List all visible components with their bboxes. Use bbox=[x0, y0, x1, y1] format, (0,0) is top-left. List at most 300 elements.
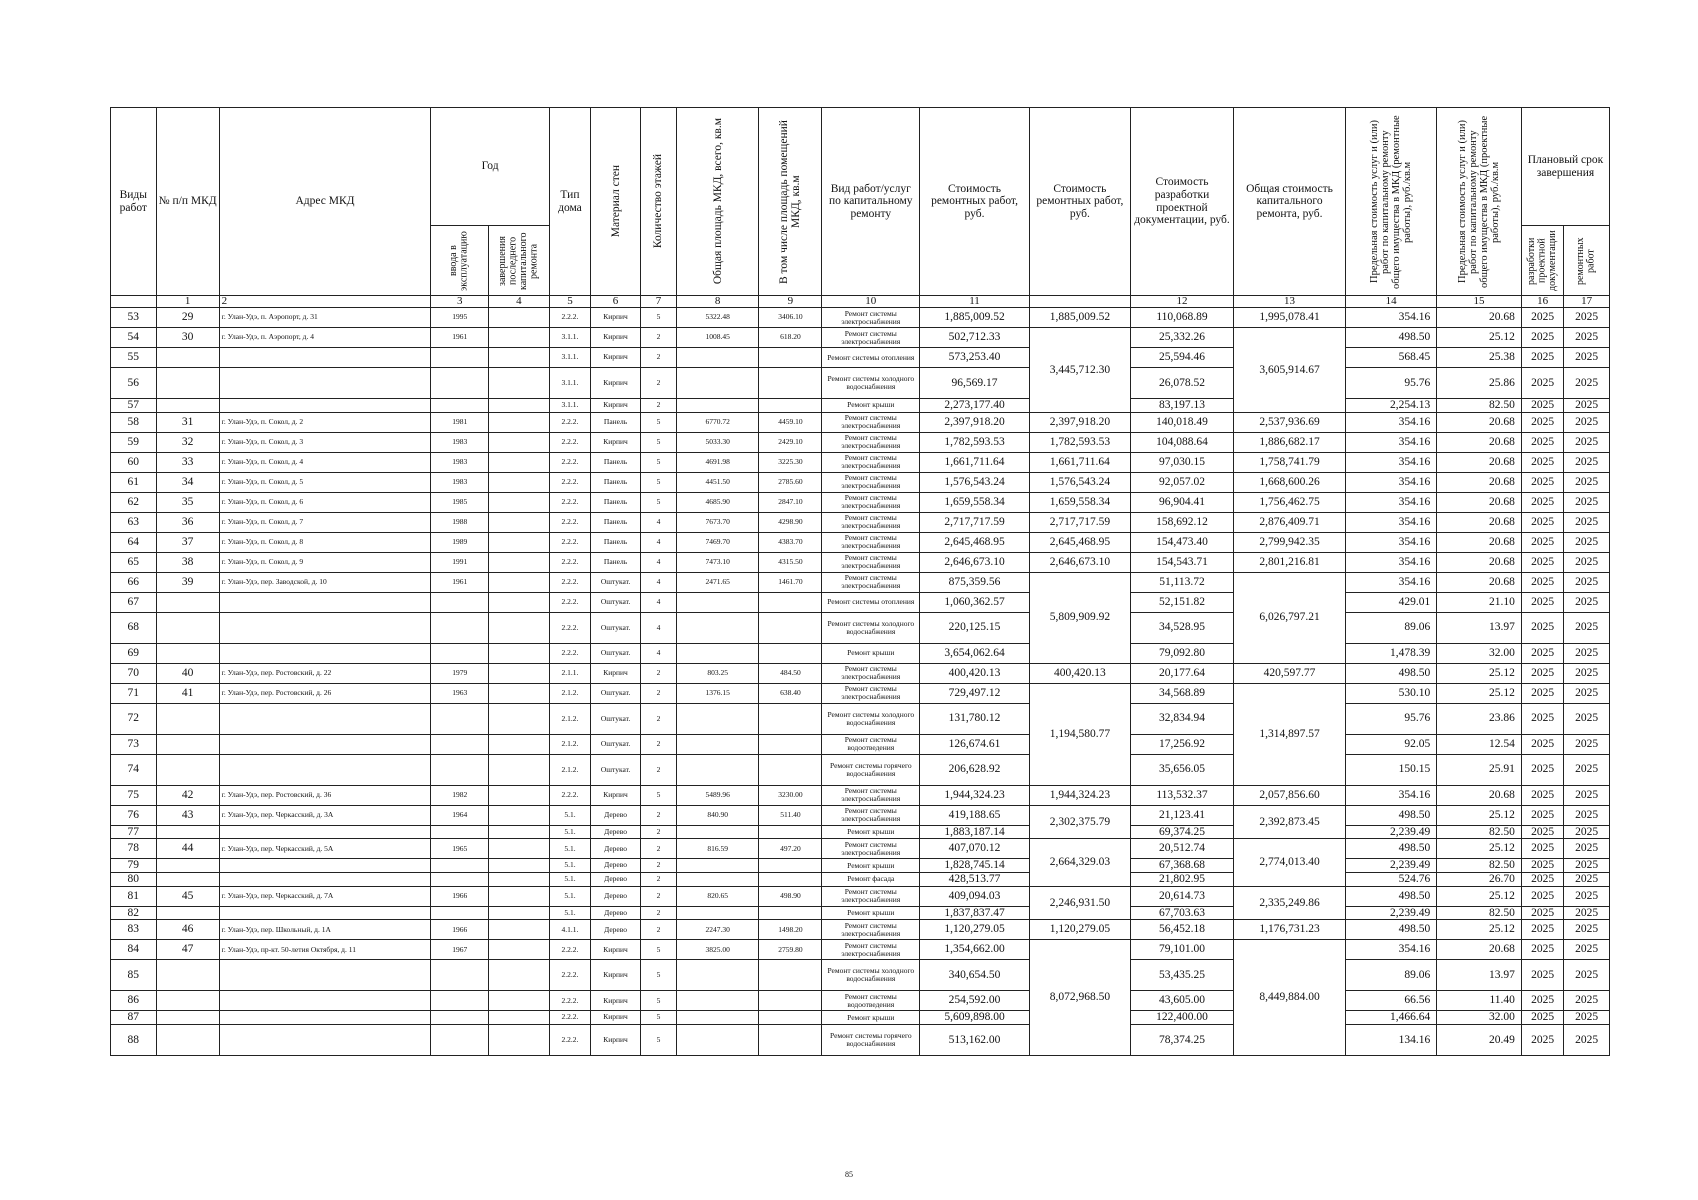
capital-repair-table bbox=[110, 107, 1610, 1056]
design-cost-cell: 20,177.64 bbox=[1130, 663, 1233, 683]
year-built-cell bbox=[431, 348, 489, 368]
table-row bbox=[111, 872, 1610, 886]
row-number: 80 bbox=[111, 872, 157, 886]
year-last-repair-cell bbox=[488, 552, 549, 572]
work-type-cell: Ремонт системы отопления bbox=[822, 592, 920, 612]
limit-design-cell: 13.97 bbox=[1437, 612, 1522, 643]
design-cost-cell: 154,543.71 bbox=[1130, 552, 1233, 572]
table-row bbox=[111, 839, 1610, 859]
header-npp: № п/п МКД bbox=[156, 108, 219, 296]
table-row bbox=[111, 785, 1610, 805]
header-srok-razr bbox=[1521, 226, 1563, 296]
mkd-number bbox=[156, 754, 219, 785]
limit-design-cell: 25.91 bbox=[1437, 754, 1522, 785]
floors-cell: 2 bbox=[641, 839, 677, 859]
table-row bbox=[111, 399, 1610, 413]
deadline-design-cell: 2025 bbox=[1521, 703, 1563, 734]
table-row bbox=[111, 592, 1610, 612]
work-type-cell: Ремонт системы электроснабжения bbox=[822, 452, 920, 472]
table-row bbox=[111, 328, 1610, 348]
house-type-cell: 2.1.2. bbox=[549, 734, 590, 754]
limit-repair-cell: 498.50 bbox=[1345, 886, 1436, 906]
repair-cost-cell: 126,674.61 bbox=[920, 734, 1030, 754]
wall-material-cell: Панель bbox=[591, 532, 641, 552]
total-area-cell: 7473.10 bbox=[676, 552, 759, 572]
floors-cell: 5 bbox=[641, 412, 677, 432]
mkd-number: 37 bbox=[156, 532, 219, 552]
deadline-design-cell: 2025 bbox=[1521, 328, 1563, 348]
year-last-repair-cell bbox=[488, 906, 549, 920]
premises-area-cell bbox=[759, 872, 822, 886]
floors-cell: 5 bbox=[641, 452, 677, 472]
wall-material-cell: Кирпич bbox=[591, 663, 641, 683]
work-type-cell: Ремонт системы электроснабжения bbox=[822, 308, 920, 328]
premises-area-cell bbox=[759, 703, 822, 734]
wall-material-cell: Оштукат. bbox=[591, 592, 641, 612]
address-cell bbox=[219, 703, 431, 734]
year-last-repair-cell bbox=[488, 432, 549, 452]
premises-area-cell: 3230.00 bbox=[759, 785, 822, 805]
year-built-cell: 1983 bbox=[431, 452, 489, 472]
work-type-cell: Ремонт системы электроснабжения bbox=[822, 432, 920, 452]
limit-repair-cell: 2,239.49 bbox=[1345, 906, 1436, 920]
deadline-repair-cell: 2025 bbox=[1564, 348, 1610, 368]
premises-area-cell bbox=[759, 859, 822, 873]
address-cell: г. Улан-Удэ, пер. Черкасский, д. 5А bbox=[219, 839, 431, 859]
limit-repair-cell: 530.10 bbox=[1345, 683, 1436, 703]
total-area-cell: 803.25 bbox=[676, 663, 759, 683]
limit-design-cell: 12.54 bbox=[1437, 734, 1522, 754]
floors-cell: 5 bbox=[641, 432, 677, 452]
column-number: 16 bbox=[1521, 296, 1563, 308]
row-number: 58 bbox=[111, 412, 157, 432]
address-cell bbox=[219, 612, 431, 643]
house-type-cell: 3.1.1. bbox=[549, 399, 590, 413]
year-last-repair-cell bbox=[488, 839, 549, 859]
total-area-cell: 5489.96 bbox=[676, 785, 759, 805]
house-type-cell: 2.2.2. bbox=[549, 532, 590, 552]
house-type-cell: 2.2.2. bbox=[549, 612, 590, 643]
floors-cell: 5 bbox=[641, 308, 677, 328]
limit-repair-cell: 568.45 bbox=[1345, 348, 1436, 368]
deadline-design-cell: 2025 bbox=[1521, 920, 1563, 940]
deadline-repair-cell: 2025 bbox=[1564, 492, 1610, 512]
deadline-design-cell: 2025 bbox=[1521, 532, 1563, 552]
year-built-cell: 1982 bbox=[431, 785, 489, 805]
total-area-cell bbox=[676, 1024, 759, 1055]
limit-repair-cell: 498.50 bbox=[1345, 920, 1436, 940]
repair-cost-cell: 729,497.12 bbox=[920, 683, 1030, 703]
table-row bbox=[111, 734, 1610, 754]
year-built-cell: 1964 bbox=[431, 805, 489, 825]
limit-design-cell: 82.50 bbox=[1437, 825, 1522, 839]
repair-cost-cell: 2,717,717.59 bbox=[920, 512, 1030, 532]
year-last-repair-cell bbox=[488, 532, 549, 552]
deadline-repair-cell: 2025 bbox=[1564, 592, 1610, 612]
table-row bbox=[111, 348, 1610, 368]
year-built-cell: 1963 bbox=[431, 683, 489, 703]
repair-cost-total-cell: 2,664,329.03 bbox=[1029, 839, 1130, 886]
year-built-cell: 1961 bbox=[431, 328, 489, 348]
table-row bbox=[111, 432, 1610, 452]
floors-cell: 2 bbox=[641, 348, 677, 368]
header-srok-rem bbox=[1564, 226, 1610, 296]
header-srok: Плановый срок завершения bbox=[1521, 108, 1609, 226]
repair-cost-cell: 1,659,558.34 bbox=[920, 492, 1030, 512]
header-st-obsh: Общая стоимость капитального ремонта, руб. bbox=[1234, 108, 1346, 296]
repair-cost-cell: 254,592.00 bbox=[920, 991, 1030, 1011]
deadline-design-cell: 2025 bbox=[1521, 785, 1563, 805]
mkd-number: 47 bbox=[156, 940, 219, 960]
wall-material-cell: Кирпич bbox=[591, 940, 641, 960]
house-type-cell: 5.1. bbox=[549, 886, 590, 906]
deadline-repair-cell: 2025 bbox=[1564, 412, 1610, 432]
year-last-repair-cell bbox=[488, 452, 549, 472]
repair-cost-cell: 407,070.12 bbox=[920, 839, 1030, 859]
year-last-repair-cell bbox=[488, 683, 549, 703]
year-last-repair-cell bbox=[488, 920, 549, 940]
total-area-cell: 4685.90 bbox=[676, 492, 759, 512]
table-row bbox=[111, 572, 1610, 592]
limit-repair-cell: 498.50 bbox=[1345, 839, 1436, 859]
year-last-repair-cell bbox=[488, 872, 549, 886]
year-last-repair-cell bbox=[488, 785, 549, 805]
wall-material-cell: Кирпич bbox=[591, 960, 641, 991]
work-type-cell: Ремонт системы водоотведения bbox=[822, 734, 920, 754]
address-cell: г. Улан-Удэ, п. Сокол, д. 3 bbox=[219, 432, 431, 452]
repair-cost-total-cell: 1,782,593.53 bbox=[1029, 432, 1130, 452]
year-built-cell bbox=[431, 1011, 489, 1025]
deadline-design-cell: 2025 bbox=[1521, 991, 1563, 1011]
limit-repair-cell: 354.16 bbox=[1345, 785, 1436, 805]
mkd-number: 35 bbox=[156, 492, 219, 512]
limit-design-cell: 20.68 bbox=[1437, 432, 1522, 452]
design-cost-cell: 25,594.46 bbox=[1130, 348, 1233, 368]
column-number: 10 bbox=[822, 296, 920, 308]
year-built-cell bbox=[431, 703, 489, 734]
premises-area-cell: 4459.10 bbox=[759, 412, 822, 432]
wall-material-cell: Дерево bbox=[591, 805, 641, 825]
total-cost-cell: 2,876,409.71 bbox=[1234, 512, 1346, 532]
repair-cost-total-cell: 2,246,931.50 bbox=[1029, 886, 1130, 920]
floors-cell: 5 bbox=[641, 960, 677, 991]
repair-cost-total-cell: 2,646,673.10 bbox=[1029, 552, 1130, 572]
deadline-design-cell: 2025 bbox=[1521, 512, 1563, 532]
house-type-cell: 2.2.2. bbox=[549, 643, 590, 663]
work-type-cell: Ремонт системы электроснабжения bbox=[822, 805, 920, 825]
deadline-design-cell: 2025 bbox=[1521, 663, 1563, 683]
mkd-number: 46 bbox=[156, 920, 219, 940]
column-number-row bbox=[111, 296, 1610, 308]
address-cell bbox=[219, 859, 431, 873]
row-number: 68 bbox=[111, 612, 157, 643]
address-cell bbox=[219, 734, 431, 754]
repair-cost-cell: 1,576,543.24 bbox=[920, 472, 1030, 492]
repair-cost-cell: 1,120,279.05 bbox=[920, 920, 1030, 940]
year-built-cell bbox=[431, 960, 489, 991]
year-last-repair-cell bbox=[488, 399, 549, 413]
wall-material-cell: Кирпич bbox=[591, 368, 641, 399]
row-number: 73 bbox=[111, 734, 157, 754]
repair-cost-total-cell: 8,072,968.50 bbox=[1029, 940, 1130, 1056]
header-god-zav bbox=[488, 226, 549, 296]
total-area-cell bbox=[676, 859, 759, 873]
work-type-cell: Ремонт системы электроснабжения bbox=[822, 328, 920, 348]
header-mat-text: Материал стен bbox=[609, 165, 622, 238]
address-cell: г. Улан-Удэ, пер. Черкасский, д. 7А bbox=[219, 886, 431, 906]
floors-cell: 2 bbox=[641, 872, 677, 886]
deadline-design-cell: 2025 bbox=[1521, 886, 1563, 906]
repair-cost-total-cell: 2,397,918.20 bbox=[1029, 412, 1130, 432]
design-cost-cell: 79,092.80 bbox=[1130, 643, 1233, 663]
premises-area-cell: 2759.80 bbox=[759, 940, 822, 960]
limit-repair-cell: 2,239.49 bbox=[1345, 825, 1436, 839]
deadline-design-cell: 2025 bbox=[1521, 1011, 1563, 1025]
premises-area-cell bbox=[759, 754, 822, 785]
year-built-cell: 1981 bbox=[431, 412, 489, 432]
repair-cost-cell: 400,420.13 bbox=[920, 663, 1030, 683]
limit-design-cell: 25.12 bbox=[1437, 663, 1522, 683]
repair-cost-cell: 1,837,837.47 bbox=[920, 906, 1030, 920]
year-last-repair-cell bbox=[488, 940, 549, 960]
mkd-number: 30 bbox=[156, 328, 219, 348]
limit-repair-cell: 524.76 bbox=[1345, 872, 1436, 886]
house-type-cell: 2.2.2. bbox=[549, 552, 590, 572]
total-area-cell: 2471.65 bbox=[676, 572, 759, 592]
limit-design-cell: 25.12 bbox=[1437, 839, 1522, 859]
limit-repair-cell: 66.56 bbox=[1345, 991, 1436, 1011]
repair-cost-cell: 1,883,187.14 bbox=[920, 825, 1030, 839]
limit-design-cell: 26.70 bbox=[1437, 872, 1522, 886]
row-number: 60 bbox=[111, 452, 157, 472]
floors-cell: 5 bbox=[641, 940, 677, 960]
premises-area-cell bbox=[759, 592, 822, 612]
work-type-cell: Ремонт системы электроснабжения bbox=[822, 412, 920, 432]
limit-repair-cell: 89.06 bbox=[1345, 612, 1436, 643]
total-cost-cell: 2,392,873.45 bbox=[1234, 805, 1346, 839]
floors-cell: 4 bbox=[641, 572, 677, 592]
limit-repair-cell: 1,478.39 bbox=[1345, 643, 1436, 663]
year-last-repair-cell bbox=[488, 703, 549, 734]
address-cell: г. Улан-Удэ, п. Сокол, д. 9 bbox=[219, 552, 431, 572]
year-built-cell: 1961 bbox=[431, 572, 489, 592]
total-cost-cell: 1,756,462.75 bbox=[1234, 492, 1346, 512]
deadline-design-cell: 2025 bbox=[1521, 754, 1563, 785]
year-last-repair-cell bbox=[488, 512, 549, 532]
limit-design-cell: 25.38 bbox=[1437, 348, 1522, 368]
table-row bbox=[111, 412, 1610, 432]
work-type-cell: Ремонт фасада bbox=[822, 872, 920, 886]
repair-cost-total-cell: 2,302,375.79 bbox=[1029, 805, 1130, 839]
year-last-repair-cell bbox=[488, 308, 549, 328]
limit-repair-cell: 95.76 bbox=[1345, 703, 1436, 734]
house-type-cell: 2.2.2. bbox=[549, 412, 590, 432]
total-area-cell bbox=[676, 1011, 759, 1025]
wall-material-cell: Кирпич bbox=[591, 1011, 641, 1025]
table-row bbox=[111, 859, 1610, 873]
house-type-cell: 2.2.2. bbox=[549, 512, 590, 532]
table-row bbox=[111, 754, 1610, 785]
deadline-design-cell: 2025 bbox=[1521, 1024, 1563, 1055]
row-number: 72 bbox=[111, 703, 157, 734]
header-pred-proekt-text: Предельная стоимость услуг и (или) работ по капитальному ремонту общего имущества в МКД (проектные работы), руб./кв.м bbox=[1457, 115, 1502, 288]
work-type-cell: Ремонт системы электроснабжения bbox=[822, 886, 920, 906]
limit-design-cell: 32.00 bbox=[1437, 643, 1522, 663]
year-built-cell bbox=[431, 734, 489, 754]
year-built-cell bbox=[431, 754, 489, 785]
wall-material-cell: Дерево bbox=[591, 886, 641, 906]
design-cost-cell: 53,435.25 bbox=[1130, 960, 1233, 991]
house-type-cell: 2.2.2. bbox=[549, 308, 590, 328]
design-cost-cell: 51,113.72 bbox=[1130, 572, 1233, 592]
header-vid-rabot: Вид работ/услуг по капитальному ремонту bbox=[822, 108, 920, 296]
mkd-number bbox=[156, 734, 219, 754]
floors-cell: 2 bbox=[641, 328, 677, 348]
address-cell bbox=[219, 754, 431, 785]
mkd-number: 33 bbox=[156, 452, 219, 472]
wall-material-cell: Дерево bbox=[591, 825, 641, 839]
premises-area-cell: 2847.10 bbox=[759, 492, 822, 512]
premises-area-cell bbox=[759, 906, 822, 920]
total-cost-cell: 1,995,078.41 bbox=[1234, 308, 1346, 328]
wall-material-cell: Оштукат. bbox=[591, 612, 641, 643]
deadline-repair-cell: 2025 bbox=[1564, 859, 1610, 873]
address-cell bbox=[219, 825, 431, 839]
total-area-cell: 4691.98 bbox=[676, 452, 759, 472]
deadline-repair-cell: 2025 bbox=[1564, 906, 1610, 920]
column-number: 13 bbox=[1234, 296, 1346, 308]
limit-design-cell: 20.68 bbox=[1437, 940, 1522, 960]
floors-cell: 2 bbox=[641, 920, 677, 940]
address-cell: г. Улан-Удэ, пер. Ростовский, д. 22 bbox=[219, 663, 431, 683]
mkd-number bbox=[156, 592, 219, 612]
premises-area-cell: 484.50 bbox=[759, 663, 822, 683]
work-type-cell: Ремонт системы электроснабжения bbox=[822, 512, 920, 532]
total-area-cell: 7673.70 bbox=[676, 512, 759, 532]
year-last-repair-cell bbox=[488, 825, 549, 839]
header-pl-obsh bbox=[676, 108, 759, 296]
repair-cost-cell: 419,188.65 bbox=[920, 805, 1030, 825]
address-cell: г. Улан-Удэ, пер. Ростовский, д. 26 bbox=[219, 683, 431, 703]
header-pl-pom-text: В том числе площадь помещений МКД, кв.м bbox=[778, 119, 803, 284]
work-type-cell: Ремонт крыши bbox=[822, 399, 920, 413]
year-built-cell: 1967 bbox=[431, 940, 489, 960]
wall-material-cell: Кирпич bbox=[591, 399, 641, 413]
year-built-cell bbox=[431, 643, 489, 663]
limit-repair-cell: 150.15 bbox=[1345, 754, 1436, 785]
address-cell: г. Улан-Удэ, п. Сокол, д. 5 bbox=[219, 472, 431, 492]
house-type-cell: 2.1.2. bbox=[549, 703, 590, 734]
deadline-design-cell: 2025 bbox=[1521, 432, 1563, 452]
total-area-cell bbox=[676, 825, 759, 839]
work-type-cell: Ремонт системы электроснабжения bbox=[822, 472, 920, 492]
column-number: 5 bbox=[549, 296, 590, 308]
row-number: 87 bbox=[111, 1011, 157, 1025]
repair-cost-cell: 573,253.40 bbox=[920, 348, 1030, 368]
deadline-repair-cell: 2025 bbox=[1564, 1024, 1610, 1055]
total-cost-cell: 2,799,942.35 bbox=[1234, 532, 1346, 552]
year-last-repair-cell bbox=[488, 734, 549, 754]
work-type-cell: Ремонт крыши bbox=[822, 1011, 920, 1025]
total-area-cell: 1376.15 bbox=[676, 683, 759, 703]
repair-cost-cell: 1,828,745.14 bbox=[920, 859, 1030, 873]
floors-cell: 2 bbox=[641, 754, 677, 785]
house-type-cell: 3.1.1. bbox=[549, 328, 590, 348]
repair-cost-total-cell: 1,944,324.23 bbox=[1029, 785, 1130, 805]
design-cost-cell: 17,256.92 bbox=[1130, 734, 1233, 754]
work-type-cell: Ремонт системы электроснабжения bbox=[822, 572, 920, 592]
limit-design-cell: 20.68 bbox=[1437, 512, 1522, 532]
limit-design-cell: 20.68 bbox=[1437, 492, 1522, 512]
limit-design-cell: 20.68 bbox=[1437, 552, 1522, 572]
work-type-cell: Ремонт системы электроснабжения bbox=[822, 683, 920, 703]
limit-design-cell: 82.50 bbox=[1437, 859, 1522, 873]
floors-cell: 4 bbox=[641, 512, 677, 532]
repair-cost-cell: 2,646,673.10 bbox=[920, 552, 1030, 572]
repair-cost-cell: 513,162.00 bbox=[920, 1024, 1030, 1055]
year-built-cell: 1966 bbox=[431, 920, 489, 940]
floors-cell: 2 bbox=[641, 906, 677, 920]
deadline-repair-cell: 2025 bbox=[1564, 886, 1610, 906]
table-row bbox=[111, 452, 1610, 472]
limit-design-cell: 20.68 bbox=[1437, 412, 1522, 432]
total-area-cell bbox=[676, 991, 759, 1011]
wall-material-cell: Кирпич bbox=[591, 432, 641, 452]
table-row bbox=[111, 906, 1610, 920]
deadline-design-cell: 2025 bbox=[1521, 399, 1563, 413]
premises-area-cell bbox=[759, 1024, 822, 1055]
mkd-number: 29 bbox=[156, 308, 219, 328]
header-st-rem2: Стоимость ремонтных работ, руб. bbox=[1029, 108, 1130, 296]
work-type-cell: Ремонт системы электроснабжения bbox=[822, 492, 920, 512]
address-cell bbox=[219, 991, 431, 1011]
deadline-repair-cell: 2025 bbox=[1564, 839, 1610, 859]
design-cost-cell: 34,528.95 bbox=[1130, 612, 1233, 643]
year-last-repair-cell bbox=[488, 572, 549, 592]
year-built-cell: 1966 bbox=[431, 886, 489, 906]
deadline-repair-cell: 2025 bbox=[1564, 643, 1610, 663]
total-area-cell: 820.65 bbox=[676, 886, 759, 906]
repair-cost-total-cell: 1,885,009.52 bbox=[1029, 308, 1130, 328]
row-number: 67 bbox=[111, 592, 157, 612]
row-number: 71 bbox=[111, 683, 157, 703]
design-cost-cell: 83,197.13 bbox=[1130, 399, 1233, 413]
deadline-repair-cell: 2025 bbox=[1564, 940, 1610, 960]
limit-repair-cell: 498.50 bbox=[1345, 805, 1436, 825]
house-type-cell: 2.1.2. bbox=[549, 683, 590, 703]
header-addr: Адрес МКД bbox=[219, 108, 431, 296]
mkd-number bbox=[156, 368, 219, 399]
work-type-cell: Ремонт системы холодного водоснабжения bbox=[822, 612, 920, 643]
limit-design-cell: 25.12 bbox=[1437, 920, 1522, 940]
row-number: 56 bbox=[111, 368, 157, 399]
wall-material-cell: Оштукат. bbox=[591, 703, 641, 734]
row-number: 55 bbox=[111, 348, 157, 368]
premises-area-cell: 2429.10 bbox=[759, 432, 822, 452]
deadline-design-cell: 2025 bbox=[1521, 960, 1563, 991]
repair-cost-cell: 1,944,324.23 bbox=[920, 785, 1030, 805]
year-last-repair-cell bbox=[488, 348, 549, 368]
mkd-number bbox=[156, 859, 219, 873]
table-row bbox=[111, 663, 1610, 683]
year-built-cell bbox=[431, 399, 489, 413]
house-type-cell: 2.2.2. bbox=[549, 432, 590, 452]
column-number: 11 bbox=[920, 296, 1030, 308]
design-cost-cell: 67,703.63 bbox=[1130, 906, 1233, 920]
work-type-cell: Ремонт системы электроснабжения bbox=[822, 940, 920, 960]
design-cost-cell: 92,057.02 bbox=[1130, 472, 1233, 492]
mkd-number bbox=[156, 960, 219, 991]
